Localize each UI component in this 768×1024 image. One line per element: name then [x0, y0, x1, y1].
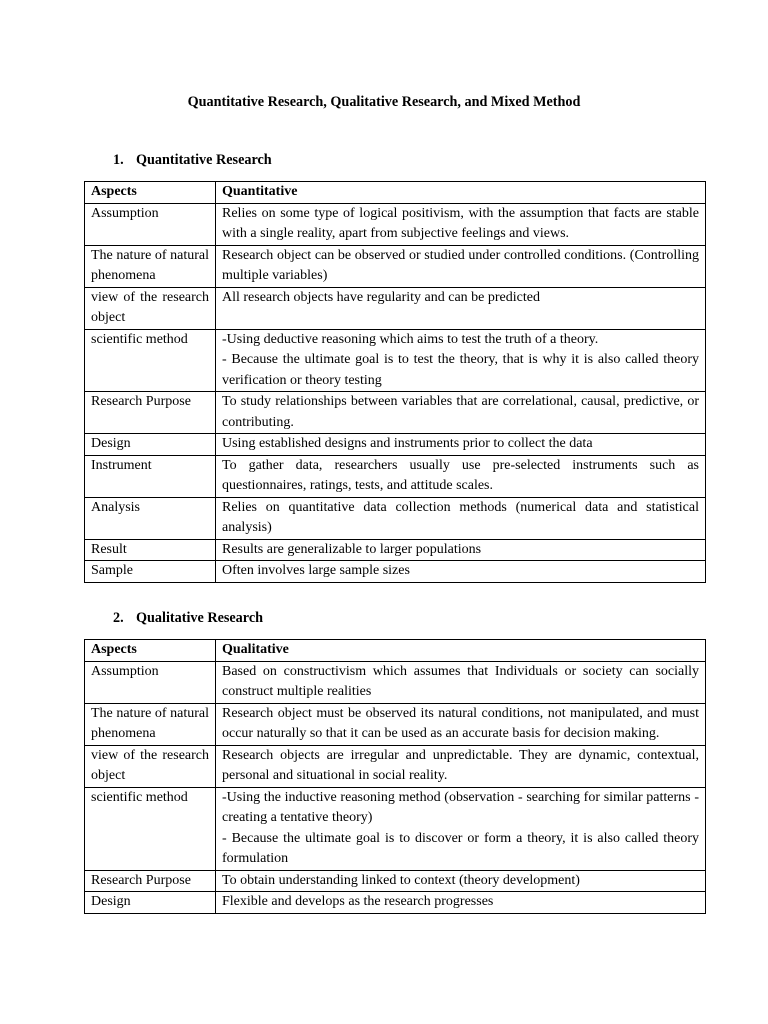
table-row: [85, 497, 706, 539]
table-row: [85, 703, 706, 745]
header-aspects: Aspects: [85, 182, 216, 204]
description-text: Relies on quantitative data collection methods (numerical data and statistical analysis): [222, 499, 699, 535]
description-text: To study relationships between variables that are correlational, causal, predictive, or contributing.: [222, 394, 699, 430]
description-cell: [216, 329, 706, 392]
description-text: To obtain understanding linked to context (theory development): [222, 872, 580, 888]
description-cell: [216, 203, 706, 245]
aspect-cell: Research Purpose: [85, 870, 216, 892]
description-cell: [216, 245, 706, 287]
header-qualitative: Qualitative: [216, 640, 706, 662]
table-row: [85, 539, 706, 561]
description-cell: [216, 787, 706, 870]
description-text: -Using deductive reasoning which aims to test the truth of a theory.: [222, 331, 599, 347]
table-row: [85, 245, 706, 287]
quantitative-table: [84, 181, 706, 583]
description-cell: [216, 870, 706, 892]
section-number: 2.: [113, 610, 124, 626]
table-row: [85, 561, 706, 583]
table-header-row: [85, 640, 706, 662]
qualitative-table: [84, 639, 706, 914]
description-text: Research object can be observed or studied under controlled conditions. (Controlling multiple variables): [222, 247, 699, 283]
description-cell: [216, 539, 706, 561]
table-row: [85, 203, 706, 245]
aspect-cell: Result: [85, 539, 216, 561]
aspect-cell: scientific method: [85, 787, 216, 870]
description-text: Results are generalizable to larger populations: [222, 541, 482, 557]
description-cell: [216, 661, 706, 703]
table-row: [85, 892, 706, 914]
description-text: Flexible and develops as the research progresses: [222, 894, 494, 909]
aspect-cell: Assumption: [85, 203, 216, 245]
description-text: Based on constructivism which assumes that Individuals or society can socially construct multiple realities: [222, 663, 699, 699]
table-row: [85, 455, 706, 497]
document-title: Quantitative Research, Qualitative Research, and Mixed Method: [187, 94, 581, 110]
description-text: - Because the ultimate goal is to discover or form a theory, it is also called theory formulation: [222, 830, 699, 866]
description-cell: [216, 561, 706, 583]
aspect-cell: Design: [85, 434, 216, 456]
aspect-cell: Analysis: [85, 497, 216, 539]
description-text: All research objects have regularity and can be predicted: [222, 289, 540, 305]
table-row: [85, 787, 706, 870]
header-aspects: Aspects: [85, 640, 216, 662]
aspect-cell: Research Purpose: [85, 392, 216, 434]
description-cell: [216, 455, 706, 497]
aspect-cell: view of the research object: [85, 745, 216, 787]
table-header-row: [85, 182, 706, 204]
table-row: [85, 745, 706, 787]
aspect-cell: Design: [85, 892, 216, 914]
description-cell: [216, 892, 706, 914]
aspect-cell: view of the research object: [85, 287, 216, 329]
description-text: Research objects are irregular and unpredictable. They are dynamic, contextual, personal and situational in social reality.: [222, 747, 699, 783]
description-text: Relies on some type of logical positivism, with the assumption that facts are stable with a single reality, apart from subjective feelings and views.: [222, 205, 699, 241]
description-text: Research object must be observed its natural conditions, not manipulated, and must occur naturally so that it can be used as an accurate basis for decision making.: [222, 705, 699, 741]
table-row: [85, 329, 706, 392]
section-heading-qualitative: [113, 609, 263, 627]
description-text: Using established designs and instruments prior to collect the data: [222, 436, 593, 451]
description-cell: [216, 434, 706, 456]
description-cell: [216, 392, 706, 434]
aspect-cell: The nature of natural phenomena: [85, 703, 216, 745]
description-text: Often involves large sample sizes: [222, 563, 410, 578]
description-cell: [216, 703, 706, 745]
description-text: - Because the ultimate goal is to test the theory, that is why it is also called theory verification or theory testing: [222, 352, 699, 388]
header-quantitative: Quantitative: [216, 182, 706, 204]
aspect-cell: Assumption: [85, 661, 216, 703]
description-text: To gather data, researchers usually use pre-selected instruments such as questionnaires, ratings, tests, and attitude scales.: [222, 457, 699, 493]
description-text: -Using the inductive reasoning method (observation - searching for similar patterns - creating a tentative theory): [222, 789, 699, 825]
section-heading-quantitative: [113, 151, 272, 169]
aspect-cell: scientific method: [85, 329, 216, 392]
table-row: [85, 661, 706, 703]
aspect-cell: Sample: [85, 561, 216, 583]
description-cell: [216, 745, 706, 787]
aspect-cell: Instrument: [85, 455, 216, 497]
description-cell: [216, 497, 706, 539]
section-title: Quantitative Research: [136, 152, 272, 168]
description-cell: [216, 287, 706, 329]
section-number: 1.: [113, 152, 124, 168]
table-row: [85, 287, 706, 329]
table-row: [85, 392, 706, 434]
table-row: [85, 434, 706, 456]
section-title: Qualitative Research: [136, 610, 264, 626]
table-row: [85, 870, 706, 892]
aspect-cell: The nature of natural phenomena: [85, 245, 216, 287]
